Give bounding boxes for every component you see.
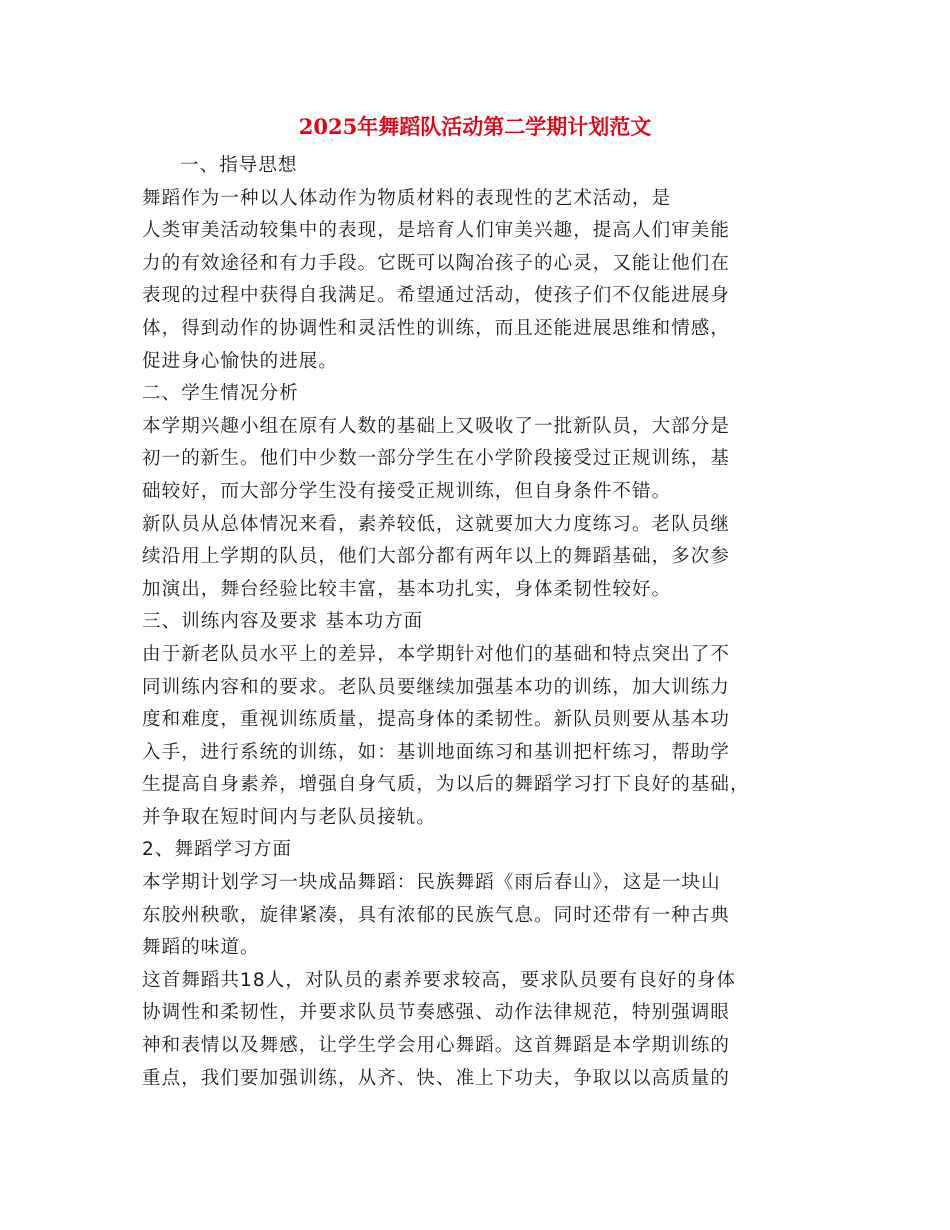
section-heading-student-analysis: 二、学生情况分析 [142, 383, 299, 405]
paragraph-line: 舞蹈作为一种以人体动作为物质材料的表现性的艺术活动，是 [142, 187, 672, 209]
paragraph-line: 重点，我们要加强训练，从齐、快、准上下功夫，争取以以高质量的 [142, 1067, 731, 1089]
paragraph-line: 本学期兴趣小组在原有人数的基础上又吸收了一批新队员，大部分是 [142, 415, 731, 437]
document-title: 2025年舞蹈队活动第二学期计划范文 [298, 114, 652, 139]
paragraph-line: 由于新老队员水平上的差异，本学期针对他们的基础和特点突出了不 [142, 643, 731, 665]
paragraph-line: 新队员从总体情况来看，素养较低，这就要加大力度练习。老队员继 [142, 513, 731, 535]
document-body [142, 150, 822, 1095]
paragraph-line: 体，得到动作的协调性和灵活性的训练，而且还能进展思维和情感， [142, 317, 731, 339]
paragraph-line: 促进身心愉快的进展。 [142, 350, 339, 372]
paragraph-line: 同训练内容和的要求。老队员要继续加强基本功的训练，加大训练力 [142, 676, 731, 698]
paragraph-line: 入手，进行系统的训练，如：基训地面练习和基训把杆练习，帮助学 [142, 741, 731, 763]
paragraph-line: 协调性和柔韧性，并要求队员节奏感强、动作法律规范，特别强调眼 [142, 1002, 731, 1024]
paragraph-line: 生提高自身素养，增强自身气质，为以后的舞蹈学习打下良好的基础， [142, 774, 750, 796]
paragraph-line: 神和表情以及舞感，让学生学会用心舞蹈。这首舞蹈是本学期训练的 [142, 1035, 731, 1057]
paragraph-line: 人类审美活动较集中的表现，是培育人们审美兴趣，提高人们审美能 [142, 220, 731, 242]
section-heading-guiding-ideology: 一、指导思想 [180, 155, 298, 176]
paragraph-line: 础较好，而大部分学生没有接受正规训练，但自身条件不错。 [142, 480, 672, 502]
paragraph-line: 加演出，舞台经验比较丰富，基本功扎实，身体柔韧性较好。 [142, 578, 672, 600]
paragraph-line: 舞蹈的味道。 [142, 937, 260, 959]
paragraph-line: 并争取在短时间内与老队员接轨。 [142, 806, 437, 828]
paragraph-line: 东胶州秧歌，旋律紧凑，具有浓郁的民族气息。同时还带有一种古典 [142, 904, 731, 926]
paragraph-line: 续沿用上学期的队员，他们大部分都有两年以上的舞蹈基础，多次参 [142, 546, 731, 568]
paragraph-line: 本学期计划学习一块成品舞蹈：民族舞蹈《雨后春山》，这是一块山 [142, 872, 721, 894]
section-heading-dance-learning: 2、舞蹈学习方面 [142, 839, 293, 861]
paragraph-line: 初一的新生。他们中少数一部分学生在小学阶段接受过正规训练，基 [142, 448, 731, 470]
paragraph-line: 度和难度，重视训练质量，提高身体的柔韧性。新队员则要从基本功 [142, 709, 731, 731]
section-heading-training-content: 三、训练内容及要求 基本功方面 [142, 611, 424, 633]
paragraph-line: 表现的过程中获得自我满足。希望通过活动，使孩子们不仅能进展身 [142, 285, 731, 307]
paragraph-line: 这首舞蹈共18人，对队员的素养要求较高，要求队员要有良好的身体 [142, 969, 737, 991]
paragraph-line: 力的有效途径和有力手段。它既可以陶冶孩子的心灵，又能让他们在 [142, 252, 731, 274]
